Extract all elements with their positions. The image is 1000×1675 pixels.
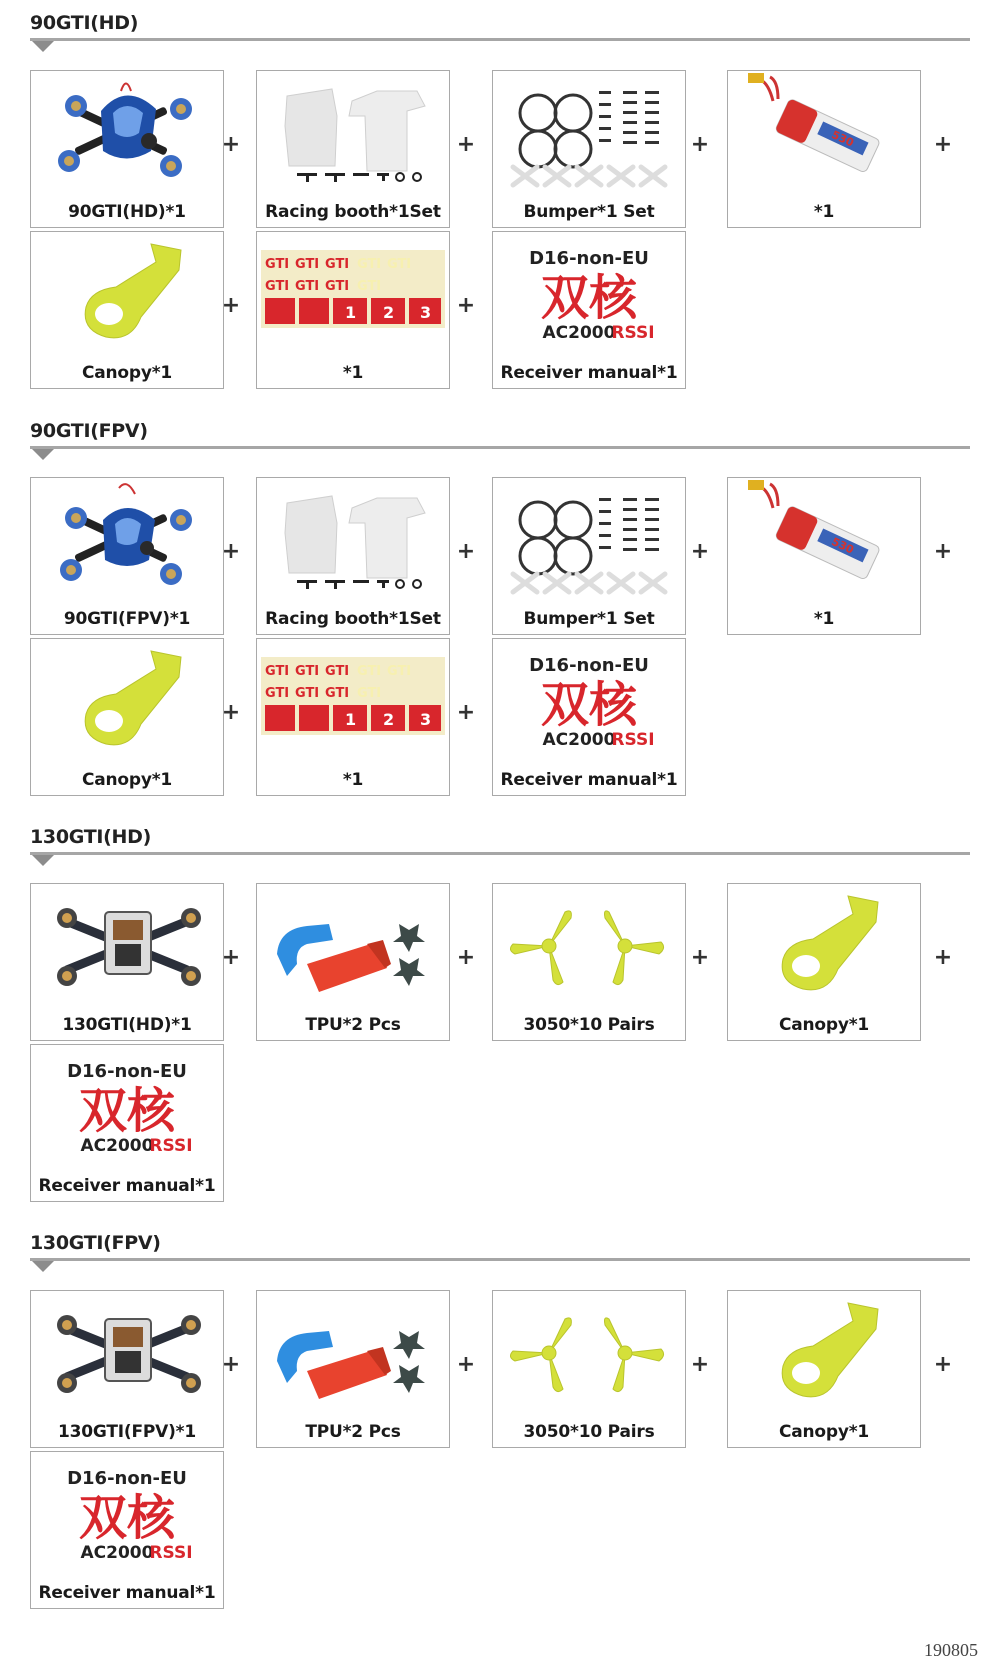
item-label: TPU*2 Pcs <box>305 1422 401 1442</box>
svg-text:AC2000: AC2000 <box>80 1136 154 1156</box>
plus-sign: + <box>933 132 953 157</box>
plus-sign: + <box>690 539 710 564</box>
item-label: Bumper*1 Set <box>523 609 655 629</box>
item-card-canopy <box>727 1290 921 1448</box>
svg-text:2: 2 <box>383 710 395 729</box>
item-label: Receiver manual*1 <box>500 363 678 383</box>
item-card-stickers <box>256 231 450 389</box>
svg-text:GTI: GTI <box>265 257 290 272</box>
item-card-racing-booth <box>256 477 450 635</box>
propellers-icon <box>493 884 685 1010</box>
battery-icon <box>728 478 920 604</box>
section-title: 90GTI(FPV) <box>30 420 148 442</box>
svg-text:D16-non-EU: D16-non-EU <box>67 1061 187 1082</box>
section-title: 130GTI(FPV) <box>30 1232 161 1254</box>
item-label: Canopy*1 <box>81 363 173 383</box>
plus-sign: + <box>221 1352 241 1377</box>
plus-sign: + <box>456 1352 476 1377</box>
item-card-drone <box>30 1290 224 1448</box>
section-divider <box>30 852 970 855</box>
item-card-receiver-manual <box>30 1044 224 1202</box>
svg-text:GTI: GTI <box>325 686 350 701</box>
svg-text:GTI: GTI <box>387 664 412 679</box>
document-code: 190805 <box>924 1640 978 1660</box>
section-marker-icon <box>32 1261 54 1272</box>
bumper-set-icon <box>493 71 685 197</box>
svg-text:AC2000: AC2000 <box>542 730 616 750</box>
item-label: 130GTI(HD)*1 <box>62 1015 192 1035</box>
svg-text:GTI: GTI <box>387 257 412 272</box>
svg-text:D16-non-EU: D16-non-EU <box>529 655 649 676</box>
plus-sign: + <box>456 700 476 725</box>
item-label: 3050*10 Pairs <box>523 1422 655 1442</box>
item-card-canopy <box>727 883 921 1041</box>
svg-text:双核: 双核 <box>78 1490 176 1546</box>
canopy-icon <box>728 1291 920 1417</box>
item-card-receiver-manual <box>492 638 686 796</box>
drone-blue-icon <box>31 71 223 197</box>
plus-sign: + <box>690 132 710 157</box>
plus-sign: + <box>221 700 241 725</box>
item-card-canopy <box>30 638 224 796</box>
drone-blue-icon <box>31 478 223 604</box>
svg-text:GTI: GTI <box>265 279 290 294</box>
svg-text:GTI: GTI <box>265 664 290 679</box>
svg-text:530: 530 <box>829 128 856 150</box>
plus-sign: + <box>221 945 241 970</box>
svg-text:GTI: GTI <box>325 664 350 679</box>
racing-booth-icon <box>257 478 449 604</box>
svg-text:GTI: GTI <box>325 279 350 294</box>
plus-sign: + <box>221 539 241 564</box>
plus-sign: + <box>933 945 953 970</box>
item-label: *1 <box>813 609 835 629</box>
item-label: Canopy*1 <box>778 1422 870 1442</box>
svg-text:RSSI: RSSI <box>149 1136 193 1156</box>
sticker-sheet-icon <box>257 639 449 765</box>
svg-text:GTI: GTI <box>295 257 320 272</box>
tpu-parts-icon <box>257 884 449 1010</box>
section-divider <box>30 446 970 449</box>
svg-text:D16-non-EU: D16-non-EU <box>529 248 649 269</box>
section-title: 90GTI(HD) <box>30 12 139 34</box>
drone-black-icon <box>31 1291 223 1417</box>
item-card-tpu <box>256 1290 450 1448</box>
receiver-manual-icon <box>31 1045 223 1171</box>
item-card-battery <box>727 70 921 228</box>
svg-text:双核: 双核 <box>540 677 638 733</box>
svg-text:530: 530 <box>829 535 856 557</box>
item-label: Receiver manual*1 <box>500 770 678 790</box>
item-label: 130GTI(FPV)*1 <box>58 1422 196 1442</box>
canopy-icon <box>31 232 223 358</box>
section-title: 130GTI(HD) <box>30 826 151 848</box>
svg-text:3: 3 <box>420 710 432 729</box>
item-label: 3050*10 Pairs <box>523 1015 655 1035</box>
canopy-icon <box>728 884 920 1010</box>
item-card-propellers <box>492 1290 686 1448</box>
battery-icon <box>728 71 920 197</box>
item-label: *1 <box>813 202 835 222</box>
racing-booth-icon <box>257 71 449 197</box>
svg-text:GTI: GTI <box>295 664 320 679</box>
item-label: Racing booth*1Set <box>265 202 441 222</box>
item-card-propellers <box>492 883 686 1041</box>
item-card-battery <box>727 477 921 635</box>
plus-sign: + <box>221 132 241 157</box>
item-card-racing-booth <box>256 70 450 228</box>
drone-black-icon <box>31 884 223 1010</box>
item-card-bumper <box>492 70 686 228</box>
item-label: Bumper*1 Set <box>523 202 655 222</box>
item-card-drone <box>30 883 224 1041</box>
item-label: 90GTI(HD)*1 <box>68 202 186 222</box>
item-label: Canopy*1 <box>81 770 173 790</box>
plus-sign: + <box>456 293 476 318</box>
item-card-receiver-manual <box>492 231 686 389</box>
section-marker-icon <box>32 449 54 460</box>
item-label: Racing booth*1Set <box>265 609 441 629</box>
svg-text:GTI: GTI <box>295 279 320 294</box>
svg-text:GTI: GTI <box>265 686 290 701</box>
plus-sign: + <box>221 293 241 318</box>
svg-text:GTI: GTI <box>325 257 350 272</box>
item-label: TPU*2 Pcs <box>305 1015 401 1035</box>
item-card-canopy <box>30 231 224 389</box>
receiver-manual-icon <box>493 639 685 765</box>
svg-text:双核: 双核 <box>540 270 638 326</box>
plus-sign: + <box>690 945 710 970</box>
plus-sign: + <box>690 1352 710 1377</box>
item-card-drone <box>30 70 224 228</box>
plus-sign: + <box>933 539 953 564</box>
svg-text:D16-non-EU: D16-non-EU <box>67 1468 187 1489</box>
receiver-manual-icon <box>31 1452 223 1578</box>
item-label: *1 <box>342 363 364 383</box>
svg-text:GTI: GTI <box>357 279 382 294</box>
svg-text:AC2000: AC2000 <box>542 323 616 343</box>
svg-text:3: 3 <box>420 303 432 322</box>
svg-text:RSSI: RSSI <box>611 730 655 750</box>
item-label: Canopy*1 <box>778 1015 870 1035</box>
svg-text:2: 2 <box>383 303 395 322</box>
item-card-stickers <box>256 638 450 796</box>
item-label: Receiver manual*1 <box>38 1583 216 1603</box>
item-card-drone <box>30 477 224 635</box>
svg-text:RSSI: RSSI <box>149 1543 193 1563</box>
item-card-bumper <box>492 477 686 635</box>
receiver-manual-icon <box>493 232 685 358</box>
section-divider <box>30 1258 970 1261</box>
svg-text:GTI: GTI <box>357 257 382 272</box>
section-marker-icon <box>32 855 54 866</box>
svg-text:GTI: GTI <box>295 686 320 701</box>
tpu-parts-icon <box>257 1291 449 1417</box>
plus-sign: + <box>933 1352 953 1377</box>
sticker-sheet-icon <box>257 232 449 358</box>
canopy-icon <box>31 639 223 765</box>
svg-text:1: 1 <box>345 303 357 322</box>
item-card-receiver-manual <box>30 1451 224 1609</box>
svg-text:双核: 双核 <box>78 1083 176 1139</box>
bumper-set-icon <box>493 478 685 604</box>
section-marker-icon <box>32 41 54 52</box>
svg-text:AC2000: AC2000 <box>80 1543 154 1563</box>
item-label: *1 <box>342 770 364 790</box>
section-divider <box>30 38 970 41</box>
plus-sign: + <box>456 132 476 157</box>
svg-text:GTI: GTI <box>357 686 382 701</box>
item-card-tpu <box>256 883 450 1041</box>
svg-text:RSSI: RSSI <box>611 323 655 343</box>
svg-text:GTI: GTI <box>357 664 382 679</box>
plus-sign: + <box>456 539 476 564</box>
svg-text:1: 1 <box>345 710 357 729</box>
item-label: 90GTI(FPV)*1 <box>63 609 191 629</box>
propellers-icon <box>493 1291 685 1417</box>
item-label: Receiver manual*1 <box>38 1176 216 1196</box>
plus-sign: + <box>456 945 476 970</box>
